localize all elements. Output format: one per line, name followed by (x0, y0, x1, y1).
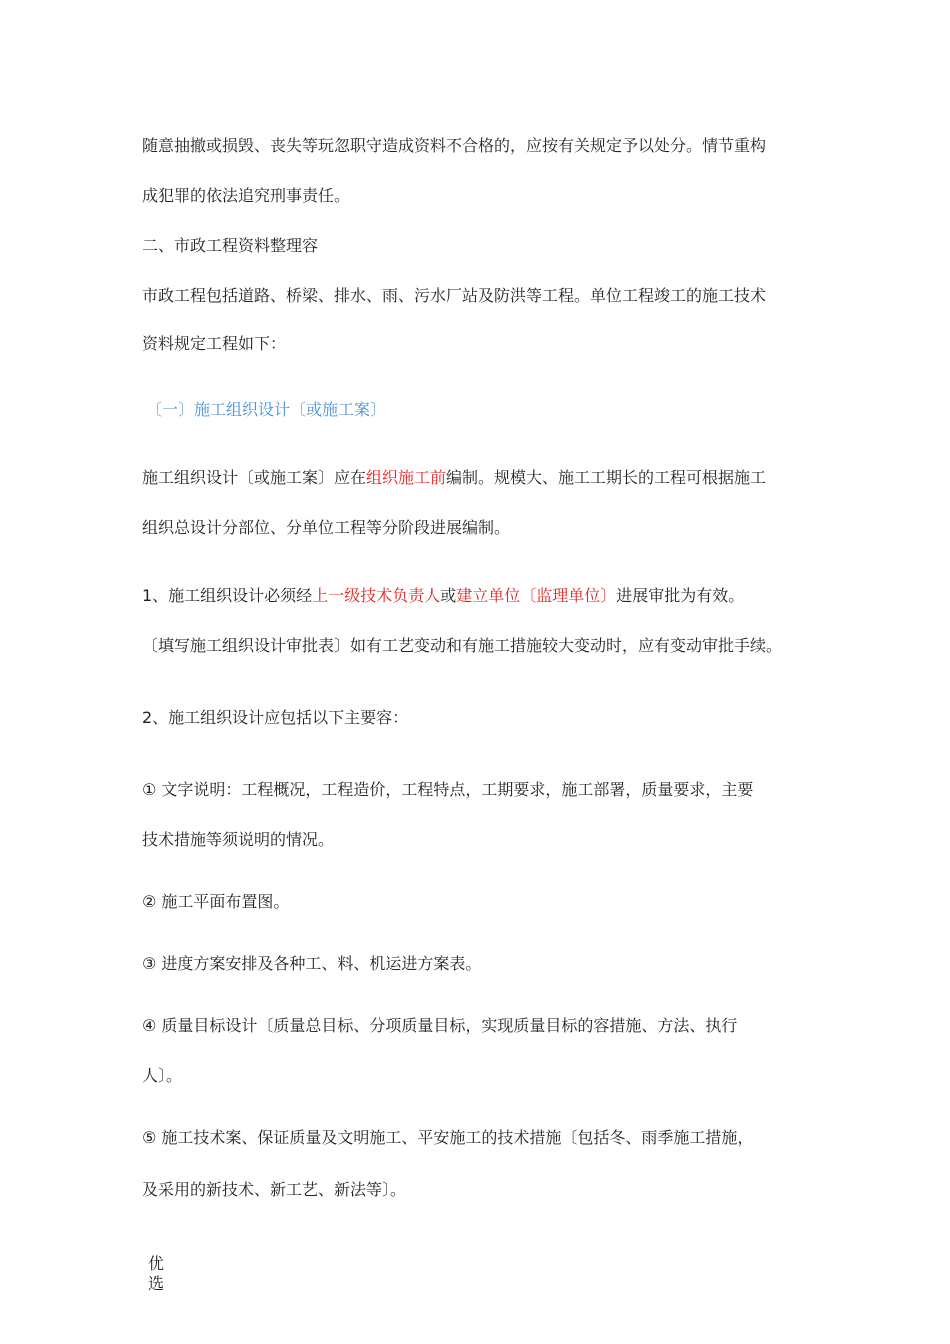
item-1-line-2: 〔填写施工组织设计审批表〕如有工艺变动和有施工措施较大变动时，应有变动审批手续。 (142, 636, 783, 655)
item-2: 2、施工组织设计应包括以下主要容： (142, 708, 409, 727)
paragraph-3-text-b: 编制。规模大、施工工期长的工程可根据施工 (446, 468, 767, 487)
paragraph-3-text-a: 施工组织设计〔或施工案〕应在 (142, 468, 367, 487)
section-2-title: 二、市政工程资料整理容 (142, 236, 319, 255)
item-1-highlight-1: 上一级技术负责人 (312, 586, 441, 605)
paragraph-1-line-1: 随意抽撤或损毁、丧失等玩忽职守造成资料不合格的，应按有关规定予以处分。情节重构 (142, 136, 767, 155)
paragraph-2-line-2: 资料规定工程如下： (142, 334, 287, 353)
subsection-1-heading: 〔一〕施工组织设计〔或施工案〕 (146, 400, 387, 419)
footer-char-1: 优 (148, 1254, 165, 1273)
item-1-line-1 (142, 586, 744, 606)
paragraph-2-line-1: 市政工程包括道路、桥梁、排水、雨、污水厂站及防洪等工程。单位工程竣工的施工技术 (142, 286, 767, 305)
content-5-line-2: 及采用的新技术、新工艺、新法等〕。 (142, 1180, 407, 1199)
paragraph-3-line-2: 组织总设计分部位、分单位工程等分阶段进展编制。 (142, 518, 511, 537)
content-3: ③ 进度方案安排及各种工、料、机运进方案表。 (142, 954, 482, 973)
content-2: ② 施工平面布置图。 (142, 892, 290, 911)
item-1-text-c: 进展审批为有效。 (616, 586, 745, 605)
content-4-line-1: ④ 质量目标设计〔质量总目标、分项质量目标，实现质量目标的容措施、方法、执行 (142, 1016, 738, 1035)
paragraph-3-line-1 (142, 468, 766, 488)
content-1-line-2: 技术措施等须说明的情况。 (142, 830, 335, 849)
item-1-highlight-2: 建立单位〔监理单位〕 (456, 586, 617, 605)
item-1-text-a: 1、施工组织设计必须经 (142, 586, 313, 605)
item-1-text-b: 或 (440, 586, 457, 605)
content-5-line-1: ⑤ 施工技术案、保证质量及文明施工、平安施工的技术措施〔包括冬、雨季施工措施， (142, 1128, 754, 1147)
content-4-line-2: 人〕。 (142, 1066, 183, 1085)
content-1-line-1: ① 文字说明：工程概况，工程造价，工程特点，工期要求，施工部署，质量要求，主要 (142, 780, 754, 799)
paragraph-3-highlight: 组织施工前 (366, 468, 447, 487)
footer-char-2: 选 (148, 1274, 165, 1293)
paragraph-1-line-2: 成犯罪的依法追究刑事责任。 (142, 186, 351, 205)
